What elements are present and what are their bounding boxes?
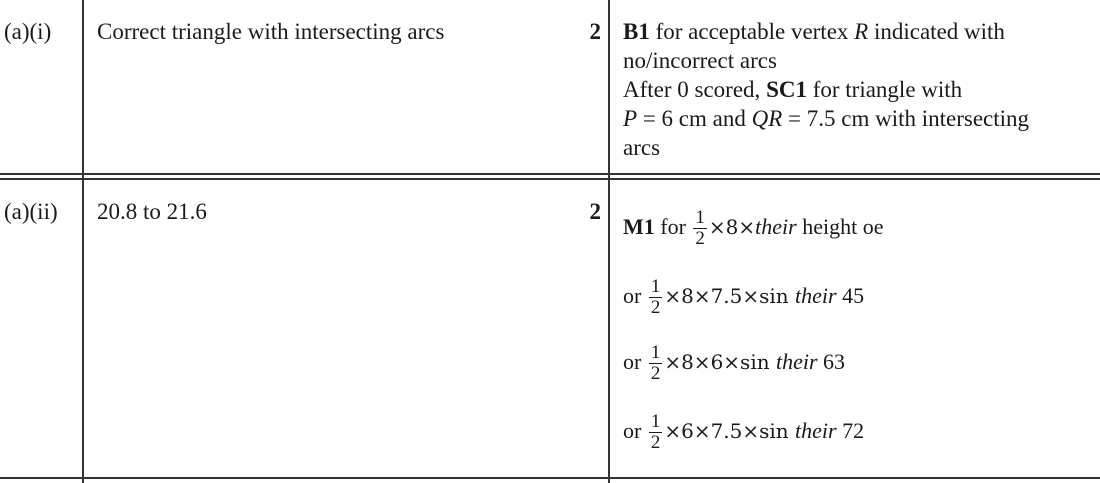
point-variable: P	[623, 106, 638, 131]
guidance-text: 72	[836, 418, 865, 443]
guidance-text: 63	[817, 349, 846, 374]
mark-code: B1	[623, 19, 650, 44]
their-word: their	[775, 349, 818, 374]
question-part-label: (a)(ii)	[4, 199, 58, 224]
fraction-numerator: 1	[650, 411, 661, 433]
answer-text: 20.8 to 21.6	[97, 199, 207, 224]
alternative-method-line	[623, 411, 864, 453]
column-divider-1	[82, 0, 84, 483]
expression: ×8×7.5×sin	[664, 284, 796, 308]
guidance-line: no/incorrect arcs	[623, 48, 777, 73]
method-mark-line	[623, 207, 884, 249]
fraction-half	[649, 412, 663, 453]
expression: ×8×6×sin	[664, 350, 776, 374]
row-divider-bottom-line	[0, 178, 1100, 180]
their-word: their	[795, 418, 837, 443]
guidance-line	[623, 104, 1029, 133]
fraction-numerator: 1	[650, 342, 661, 364]
mark-code: SC1	[766, 77, 807, 102]
column-divider-2	[608, 0, 610, 483]
guidance-text: = 7.5 cm with intersecting	[782, 106, 1030, 131]
guidance-text: for acceptable vertex	[649, 19, 855, 44]
guidance-text: 45	[836, 283, 865, 308]
or-label: or	[623, 418, 647, 443]
vertex-variable: R	[854, 19, 869, 44]
side-variable: QR	[751, 106, 783, 131]
marks-value: 2	[589, 199, 601, 224]
guidance-text: = 6 cm and	[637, 106, 752, 131]
alternative-method-line	[623, 342, 845, 384]
answer-text: Correct triangle with intersecting arcs	[97, 19, 445, 44]
guidance-line	[623, 17, 1005, 46]
fraction-denominator: 2	[650, 297, 661, 319]
alternative-method-line	[623, 276, 864, 318]
or-label: or	[623, 283, 647, 308]
or-label: or	[623, 349, 647, 374]
marks-value: 2	[589, 19, 601, 44]
fraction-denominator: 2	[650, 432, 661, 454]
table-bottom-line	[0, 477, 1100, 479]
fraction-denominator: 2	[695, 228, 705, 250]
fraction-half	[649, 343, 663, 384]
question-part-label: (a)(i)	[4, 19, 52, 44]
fraction-denominator: 2	[650, 363, 661, 385]
fraction-numerator: 1	[650, 276, 661, 298]
guidance-text: height oe	[796, 214, 884, 239]
guidance-text: After 0 scored,	[623, 77, 767, 102]
guidance-line: arcs	[623, 135, 661, 160]
their-word: their	[795, 283, 837, 308]
expression: ×8×	[708, 215, 756, 239]
fraction-numerator: 1	[695, 207, 705, 229]
guidance-text: indicated with	[868, 19, 1005, 44]
fraction-half	[649, 277, 663, 318]
row-divider-top-line	[0, 173, 1100, 175]
expression: ×6×7.5×sin	[664, 419, 796, 443]
guidance-line	[623, 75, 962, 104]
fraction-half	[693, 208, 707, 249]
mark-code: M1	[623, 214, 655, 239]
their-word: their	[755, 214, 797, 239]
guidance-text: for triangle with	[806, 77, 963, 102]
guidance-text: for	[654, 214, 692, 239]
